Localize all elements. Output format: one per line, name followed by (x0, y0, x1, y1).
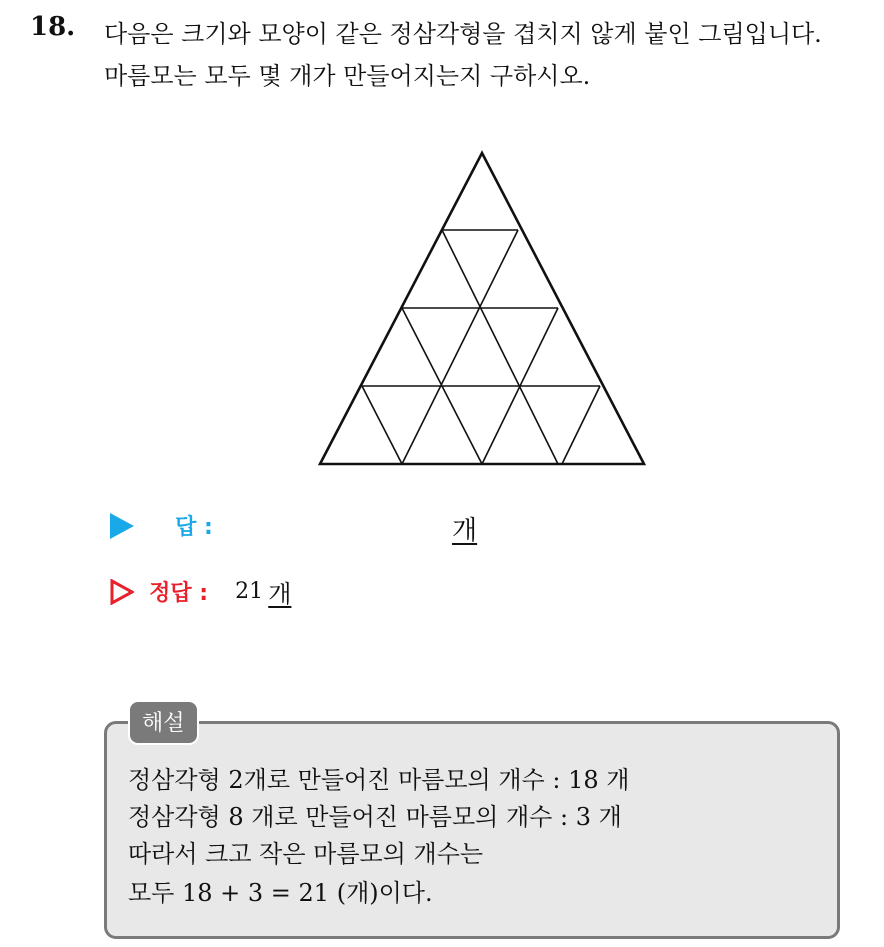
question-text-line-2: 마름모는 모두 몇 개가 만들어지는지 구하시오. (104, 62, 591, 90)
explanation-line: 모두 18 + 3 = 21 (개)이다. (128, 879, 433, 907)
grid-line (362, 386, 402, 464)
triangle-grid-figure (318, 150, 648, 468)
question-text-line-1: 다음은 크기와 모양이 같은 정삼각형을 겹치지 않게 붙인 그림입니다. (104, 20, 822, 48)
grid-line (562, 386, 600, 464)
filled-triangle-right-icon (110, 513, 134, 539)
explanation-line: 따라서 크고 작은 마름모의 개수는 (128, 840, 484, 868)
correct-answer-unit: 개 (268, 580, 292, 608)
answer-label: 답 : (175, 515, 213, 540)
answer-blank-unit[interactable]: 개 (452, 516, 478, 546)
answer-row (110, 510, 213, 541)
correct-answer-value: 21 (235, 579, 264, 604)
outline-triangle-right-icon (110, 579, 134, 605)
correct-answer-row (110, 574, 291, 609)
explanation-line: 정삼각형 8 개로 만들어진 마름모의 개수 : 3 개 (128, 803, 622, 831)
correct-answer-label: 정답 : (149, 581, 209, 606)
explanation-line: 정삼각형 2개로 만들어진 마름모의 개수 : 18 개 (128, 766, 630, 794)
question-number: 18. (30, 12, 76, 42)
explanation-tag: 해설 (128, 700, 199, 745)
